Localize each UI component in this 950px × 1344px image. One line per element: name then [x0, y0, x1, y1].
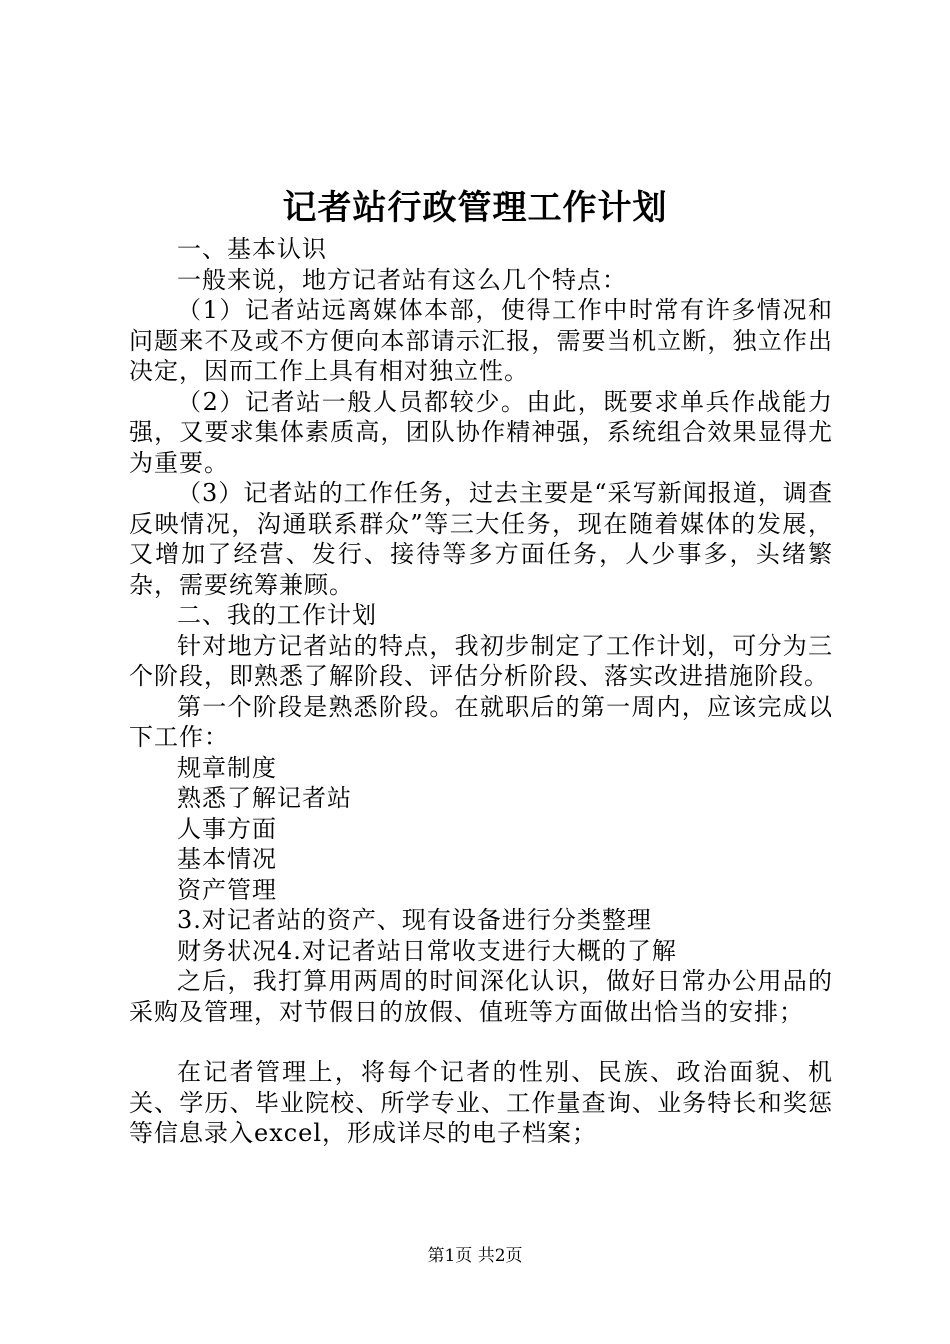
- paragraph: 之后，我打算用两周的时间深化认识，做好日常办公用品的采购及管理，对节假日的放假、值班等方面做出恰当的安排；: [129, 967, 833, 1026]
- section-heading: 一、基本认识: [177, 235, 327, 263]
- list-item: 规章制度: [177, 753, 277, 782]
- paragraph: （3）记者站的工作任务，过去主要是“采写新闻报道，调查反映情况，沟通联系群众”等三大任务，现在随着媒体的发展，又增加了经营、发行、接待等多方面任务，人少事多，头绪繁杂，需要统筹兼顾。: [129, 479, 833, 599]
- paragraph: （1）记者站远离媒体本部，使得工作中时常有许多情况和问题来不及或不方便向本部请示汇报，需要当机立断，独立作出决定，因而工作上具有相对独立性。: [129, 296, 833, 385]
- paragraph: 一般来说，地方记者站有这么几个特点：: [177, 265, 627, 294]
- list-item: 财务状况4.对记者站日常收支进行大概的了解: [177, 936, 677, 965]
- section-heading: 二、我的工作计划: [177, 601, 377, 629]
- list-item: 资产管理: [177, 875, 277, 904]
- paragraph: 针对地方记者站的特点，我初步制定了工作计划，可分为三个阶段，即熟悉了解阶段、评估分析阶段、落实改进措施阶段。: [129, 631, 833, 690]
- document-title: 记者站行政管理工作计划: [282, 188, 668, 228]
- list-item: 熟悉了解记者站: [177, 784, 352, 812]
- paragraph: 在记者管理上，将每个记者的性别、民族、政治面貌、机关、学历、毕业院校、所学专业、工作量查询、业务特长和奖惩等信息录入excel，形成详尽的电子档案；: [129, 1058, 833, 1147]
- list-item: 人事方面: [177, 814, 277, 843]
- paragraph: 第一个阶段是熟悉阶段。在就职后的第一周内，应该完成以下工作：: [129, 692, 833, 751]
- list-item: 基本情况: [177, 845, 277, 873]
- list-item: 3.对记者站的资产、现有设备进行分类整理: [177, 906, 652, 934]
- paragraph: （2）记者站一般人员都较少。由此，既要求单兵作战能力强，又要求集体素质高，团队协作精神强，系统组合效果显得尤为重要。: [129, 387, 833, 477]
- document-body: [129, 234, 833, 1149]
- page-footer: 第1页 共2页: [427, 1246, 523, 1266]
